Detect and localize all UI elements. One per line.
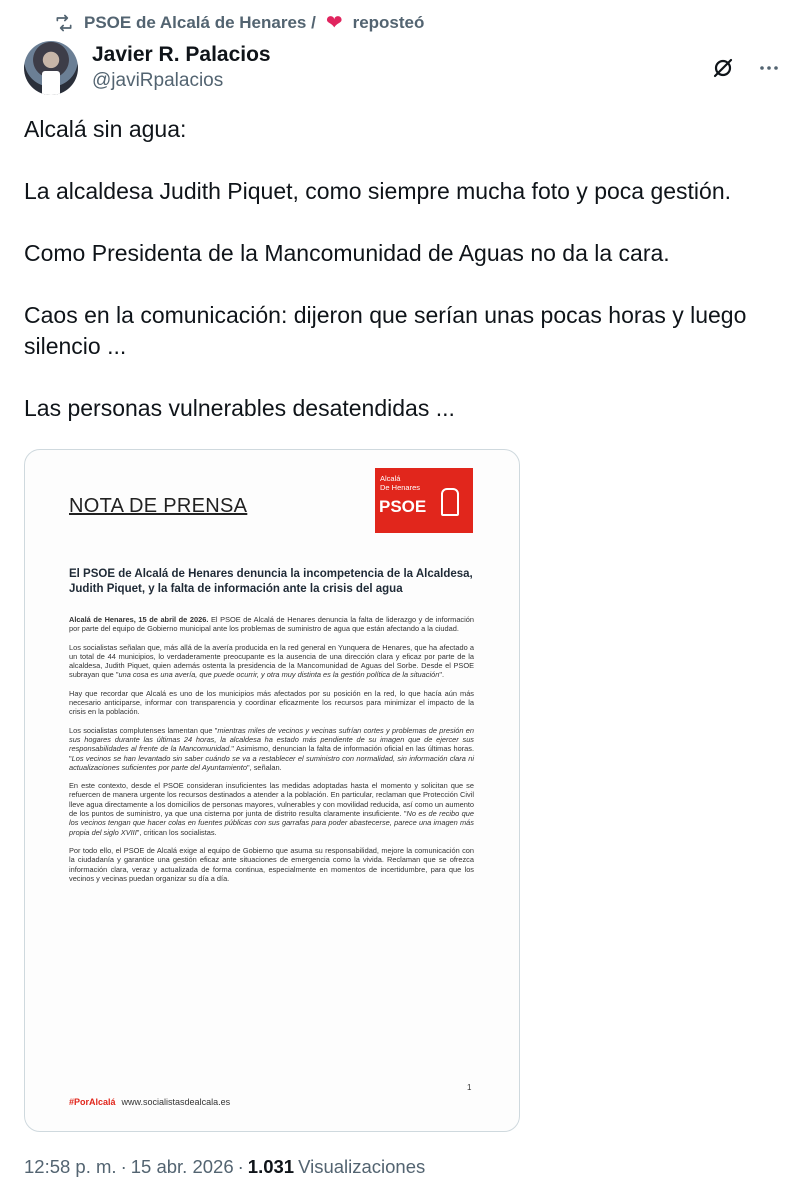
press-release-body [69, 615, 474, 892]
tweet-line: Las personas vulnerables desatendidas ... [24, 395, 455, 421]
footer-hashtag: #PorAlcalá [69, 1097, 116, 1107]
body-paragraph: Hay que recordar que Alcalá es uno de los municipios más afectados por su posición en la red, lo que hacía aún más necesario anticiparse, informar con transparencia y coordinar eficazmente los recursos para minimizar el impacto de la crisis en la población. [69, 688, 474, 717]
heart-icon: ❤ [325, 12, 343, 34]
tweet-date[interactable]: 15 abr. 2026 [130, 1156, 234, 1177]
press-release-document [25, 450, 519, 1131]
repost-label: reposteó [352, 13, 425, 32]
tweet-line: Alcalá sin agua: [24, 116, 187, 142]
rose-icon [441, 488, 459, 516]
tweet-line: La alcaldesa Judith Piquet, como siempre mucha foto y poca gestión. [24, 178, 732, 204]
page-number: 1 [467, 1083, 472, 1092]
author-names [92, 42, 271, 94]
views-label[interactable]: Visualizaciones [298, 1156, 426, 1177]
body-paragraph: En este contexto, desde el PSOE consideran insuficientes las medidas adoptadas hasta el momento y solicitan que se refuercen de manera urgente los recursos destinados a atender a la población. En particular, reclaman que Protección Civil lleve agua directamente a los domicilios de personas mayores, vulnerables y con movilidad reducida, así como un aumento de los puntos de suministro, ya que una cisterna por junta de distrito resulta claramente insuficiente. "No es de recibo que los vecinos tengan que hacer colas en fuentes públicas con sus garrafas para poder abastecerse, parece una imagen más propia del siglo XVIII", critican los socialistas. [69, 781, 474, 837]
logo-line1: Alcalá [380, 474, 401, 483]
views-count[interactable]: 1.031 [247, 1156, 295, 1177]
press-release-headline: El PSOE de Alcalá de Henares denuncia la incompetencia de la Alcaldesa, Judith Piquet, y la falta de información ante la crisis del agua [69, 568, 473, 595]
body-paragraph: Alcalá de Henares, 15 de abril de 2026. El PSOE de Alcalá de Henares denuncia la falta de liderazgo y de información por parte del equipo de Gobierno municipal ante los problemas de suministro de agua que están afectando a la ciudad. [69, 615, 474, 634]
footer-url: www.socialistasdealcala.es [121, 1097, 231, 1107]
more-options-icon[interactable] [757, 56, 781, 80]
grok-icon[interactable] [711, 56, 735, 80]
tweet-meta [24, 1156, 425, 1178]
tweet-time[interactable]: 12:58 p. m. [24, 1156, 117, 1177]
repost-icon [54, 13, 74, 33]
body-paragraph: Por todo ello, el PSOE de Alcalá exige al equipo de Gobierno que asuma su responsabilidad, mejore la comunicación con la ciudadanía y garantice una gestión eficaz ante situaciones de emergencia como la vivida. Reclaman que se ofrezca información clara, veraz y actualizada de forma continua, especialmente en momentos de incertidumbre, para que los vecinos y vecinas puedan organizar su día a día. [69, 845, 474, 883]
psoe-logo [375, 468, 473, 533]
document-footer [69, 1097, 230, 1107]
meta-separator: · [237, 1156, 244, 1177]
body-paragraph: Los socialistas señalan que, más allá de la avería producida en la red general en Yunquera de Henares, que ha afectado a un total de 44 municipios, lo verdaderamente preocupante es la ausencia de una dirección clara y eficaz por parte de la alcaldesa, Judith Piquet, quien además ostenta la presidencia de la Mancomunidad de Aguas del Sorbe. Desde el PSOE subrayan que "una cosa es una avería, que puede ocurrir, y otra muy distinta es la gestión política de la situación". [69, 642, 474, 680]
logo-line2: De Henares [380, 483, 421, 492]
repost-source[interactable]: PSOE de Alcalá de Henares / [84, 13, 316, 32]
repost-indicator[interactable] [54, 10, 424, 36]
logo-brand: PSOE [379, 497, 427, 516]
avatar[interactable] [24, 41, 78, 95]
press-release-title: NOTA DE PRENSA [69, 495, 248, 517]
meta-separator: · [120, 1156, 127, 1177]
tweet-line: Caos en la comunicación: dijeron que serían unas pocas horas y luego silencio ... [24, 302, 747, 359]
body-paragraph: Los socialistas complutenses lamentan que "mientras miles de vecinos y vecinas sufrían cortes y problemas de presión en sus hogares durante las últimas 24 horas, la alcaldesa ha estado más pendiente de su imagen que de ejercer sus responsabilidades al frente de la Mancomunidad." Asimismo, denuncian la falta de información oficial en las últimas horas. "Los vecinos se han levantado sin saber cuándo se va a restablecer el suministro con normalidad, sin información clara ni actualizaciones suficientes por parte del Ayuntamiento", señalan. [69, 725, 474, 772]
tweet-header [24, 40, 781, 96]
author-display-name[interactable]: Javier R. Palacios [92, 43, 271, 66]
tweet-media-image[interactable] [24, 449, 520, 1132]
tweet-text [24, 114, 774, 424]
author-handle[interactable]: @javiRpalacios [92, 70, 224, 91]
tweet-line: Como Presidenta de la Mancomunidad de Aguas no da la cara. [24, 240, 670, 266]
header-actions [711, 56, 781, 80]
